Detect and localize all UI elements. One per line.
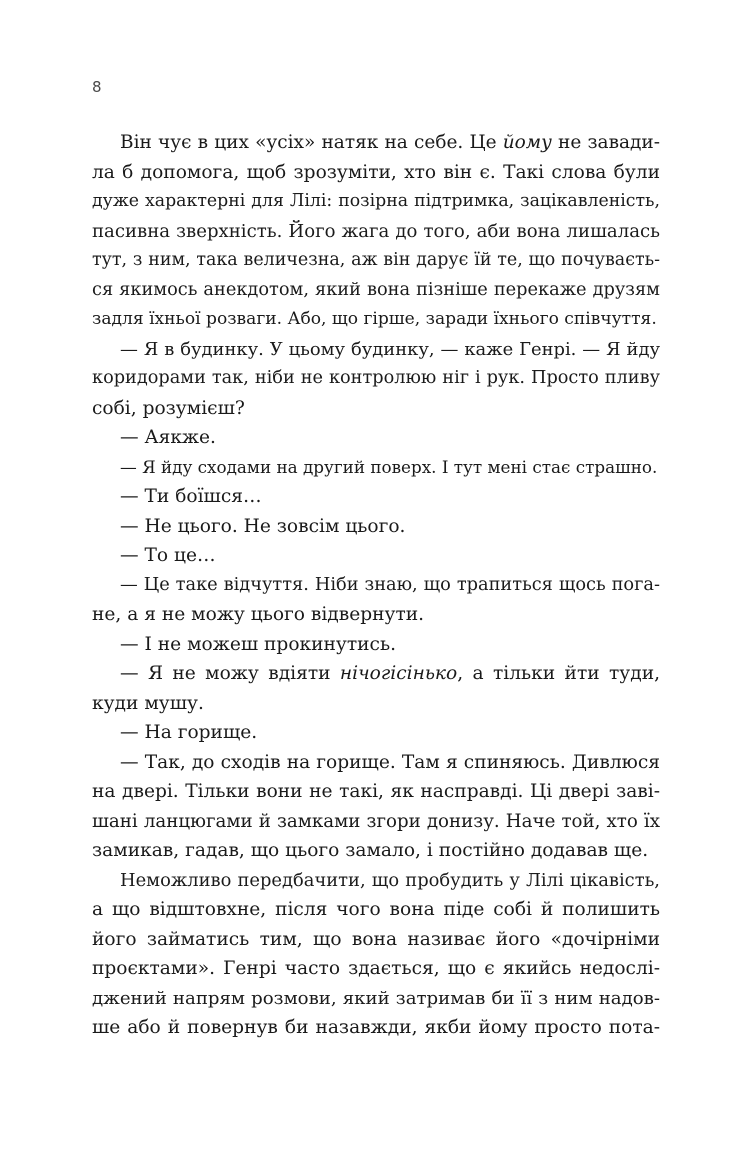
page-number: 8 xyxy=(92,78,103,96)
text-line xyxy=(92,954,660,984)
text-line xyxy=(92,571,660,601)
text-segment: — Я йду сходами на другий поверх. І тут мені стає страшно. xyxy=(120,456,658,477)
text-line xyxy=(92,689,660,719)
text-line xyxy=(92,895,660,925)
text-segment: коридорами так, ніби не контролюю ніг і рук. Просто пливу xyxy=(92,368,660,388)
text-line xyxy=(92,541,660,571)
text-line xyxy=(92,158,660,188)
text-segment: куди мушу. xyxy=(92,692,204,714)
text-segment: ла б допомога, щоб зрозуміти, хто він є. Такі слова були xyxy=(92,161,660,183)
text-segment: — То це… xyxy=(120,545,216,566)
text-line xyxy=(92,187,660,217)
text-segment: ся якимось анекдотом, який вона пізніше перекаже друзям xyxy=(92,279,660,300)
text-segment: на двері. Тільки вони не такі, як насправді. Ці двері заві- xyxy=(92,781,660,802)
text-segment: — Це таке відчуття. Ніби знаю, що трапиться щось пога- xyxy=(120,574,660,595)
text-segment: — На горище. xyxy=(120,722,258,743)
text-line xyxy=(92,512,660,542)
text-line xyxy=(92,748,660,778)
text-line xyxy=(92,718,660,748)
text-segment: його займатись тим, що вона називає його «дочірніми xyxy=(92,928,660,950)
text-segment: — Я в будинку. У цьому будинку, — каже Генрі. — Я йду xyxy=(120,338,660,360)
text-segment: тут, з ним, така величезна, аж він дарує їй те, що почуваєть- xyxy=(92,250,660,270)
text-segment: Він чує в цих «усіх» натяк на себе. Це xyxy=(120,132,503,153)
text-line xyxy=(92,984,660,1014)
text-segment: не завади- xyxy=(551,132,660,153)
text-segment: — Не цього. Не зовсім цього. xyxy=(120,515,406,537)
text-segment: не, а я не можу цього відвернути. xyxy=(92,604,425,625)
text-line xyxy=(92,807,660,837)
text-line xyxy=(92,276,660,306)
text-line xyxy=(92,659,660,689)
text-line xyxy=(92,423,660,453)
text-line xyxy=(92,246,660,276)
text-line xyxy=(92,364,660,394)
text-segment: замикав, гадав, що цього замало, і постійно додавав ще. xyxy=(92,840,649,861)
text-segment: , а тільки йти туди, xyxy=(457,663,660,684)
text-line xyxy=(92,1013,660,1043)
text-line xyxy=(92,217,660,247)
text-line xyxy=(92,482,660,512)
text-segment: собі, розумієш? xyxy=(92,397,245,419)
text-segment: проєктами». Генрі часто здається, що є якийсь недослі- xyxy=(92,958,660,979)
text-line xyxy=(92,630,660,660)
text-segment: шані ланцюгами й замками згори донизу. Наче той, хто їх xyxy=(92,810,660,832)
body-text xyxy=(92,128,660,1043)
text-line xyxy=(92,866,660,896)
text-line xyxy=(92,600,660,630)
italic-segment: нічогісінько xyxy=(339,663,458,684)
text-line xyxy=(92,394,660,424)
text-segment: — Я не можу вдіяти xyxy=(120,663,340,684)
text-line xyxy=(92,453,660,483)
text-line xyxy=(92,925,660,955)
text-segment: пасивна зверхність. Його жага до того, аби вона лишалась xyxy=(92,220,660,242)
text-segment: дуже характерні для Лілі: позірна підтримка, зацікавленість, xyxy=(92,191,660,211)
text-line xyxy=(92,777,660,807)
text-segment: а що відштовхне, після чого вона піде собі й полишить xyxy=(92,899,660,920)
text-line xyxy=(92,128,660,158)
text-segment: — Ти боїшся… xyxy=(120,486,262,507)
text-segment: — Аякже. xyxy=(120,427,216,448)
text-segment: джений напрям розмови, який затримав би її з ним надов- xyxy=(92,987,660,1009)
text-line xyxy=(92,305,660,335)
text-segment: задля їхньої розваги. Або, що гірше, заради їхнього співчуття. xyxy=(92,309,657,329)
text-segment: — І не можеш прокинутись. xyxy=(120,633,396,655)
text-segment: — Так, до сходів на горище. Там я спиняюсь. Дивлюся xyxy=(120,751,660,773)
text-segment: ше або й повернув би назавжди, якби йому просто пота- xyxy=(92,1017,660,1038)
text-line xyxy=(92,836,660,866)
text-segment: Неможливо передбачити, що пробудить у Лілі цікавість, xyxy=(120,869,660,891)
text-line xyxy=(92,335,660,365)
italic-segment: йому xyxy=(502,132,552,153)
